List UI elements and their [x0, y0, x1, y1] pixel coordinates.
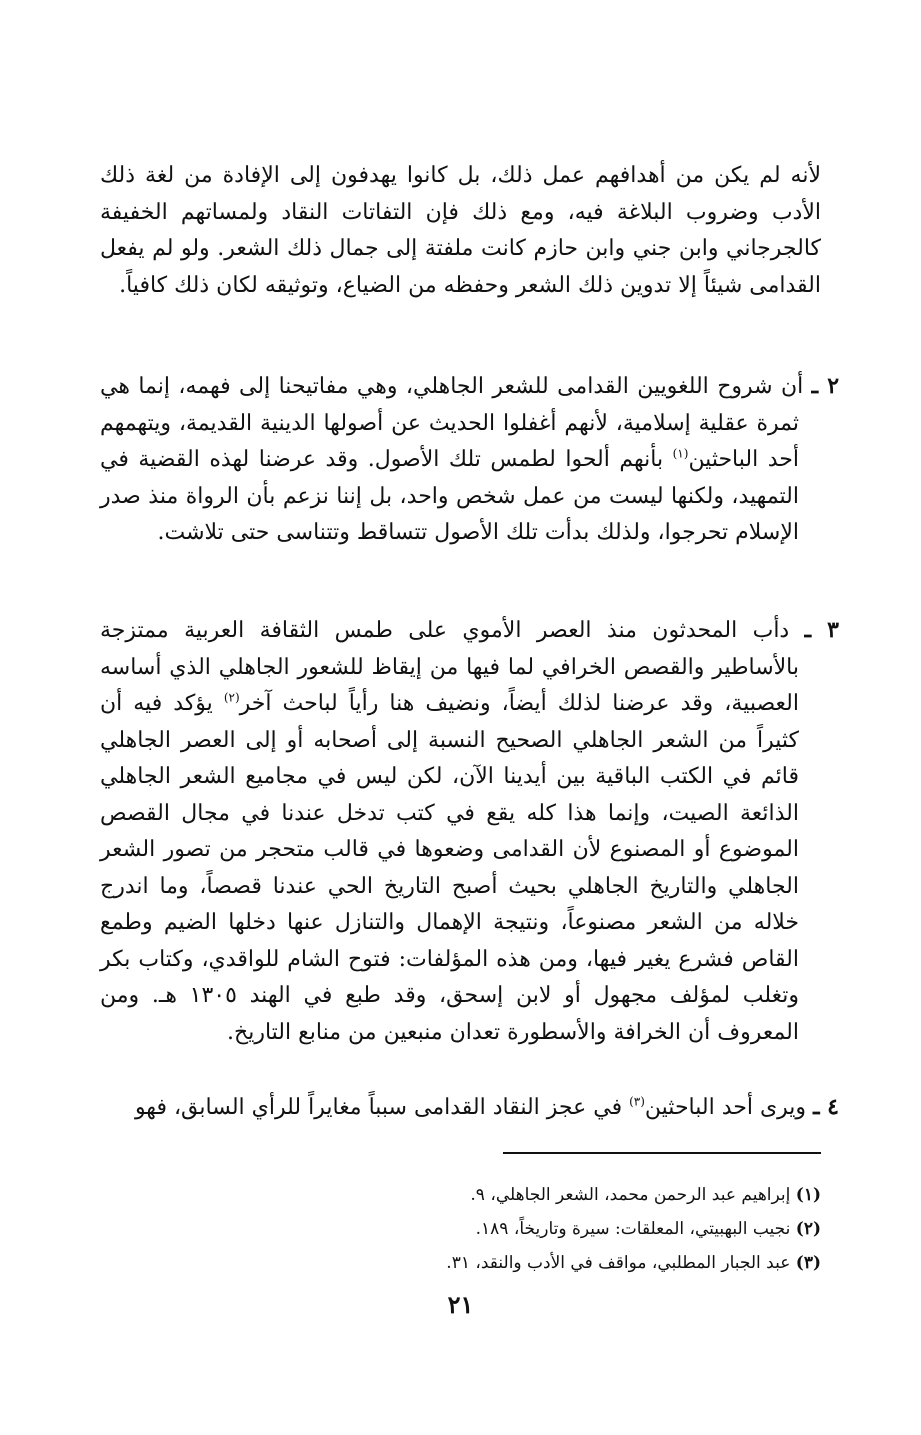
footnote-divider: [503, 1152, 821, 1154]
footnote-number: (٢): [795, 1219, 821, 1239]
item-text-end: بأنهم ألحوا لطمس تلك الأصول. وقد عرضنا لهذه القضية في التمهيد، ولكنها ليست من عمل شخص واحد، بل إننا نزعم بأن الرواة منذ صدر الإسلام تحرجوا، ولذلك بدأت تلك الأصول تتساقط وتتناسى حتى تلاشت.: [100, 447, 799, 545]
list-item-3: [100, 612, 839, 1051]
footnote-text: نجيب البهبيتي، المعلقات: سيرة وتاريخاً، ١٨٩.: [475, 1219, 791, 1239]
item-text-start: دأب المحدثون منذ العصر الأموي على طمس الثقافة العربية ممتزجة بالأساطير والقصص الخرافي لما فيها من إيقاظ للشعور الجاهلي الذي أساسه العصبية، وقد عرضنا لذلك أيضاً، ونضيف هنا رأياً لباحث آخر: [100, 618, 799, 716]
footnote-ref: (٢): [223, 690, 240, 705]
footnote-number: (٣): [795, 1253, 821, 1273]
footnote-3: [100, 1246, 821, 1280]
page-number: ٢١: [447, 1290, 474, 1319]
footnote-text: إبراهيم عبد الرحمن محمد، الشعر الجاهلي، ٩.: [470, 1185, 791, 1205]
item-number: ٤ ـ: [813, 1094, 839, 1120]
footnote-2: [100, 1212, 821, 1246]
intro-paragraph: لأنه لم يكن من أهدافهم عمل ذلك، بل كانوا يهدفون إلى الإفادة من لغة ذلك الأدب وضروب البلاغة فيه، ومع ذلك فإن التفاتات النقاد ولمساتهم الخفيفة كالجرجاني وابن جني وابن حازم كانت ملفتة إلى جمال ذلك الشعر. ولو لم يفعل القدامى شيئاً إلا تدوين ذلك الشعر وحفظه من الضياع، وتوثيقه لكان ذلك كافياً.: [100, 163, 821, 298]
item-text-end: في عجز النقاد القدامى سبباً مغايراً للرأي السابق، فهو: [134, 1095, 630, 1120]
list-item-4: [100, 1089, 839, 1127]
list-item-2: [100, 368, 839, 552]
item-number: ٢ ـ: [811, 373, 840, 399]
footnote-ref: (١): [672, 446, 689, 461]
footnotes: [100, 1178, 821, 1280]
footnote-number: (١): [795, 1185, 821, 1205]
footnote-1: [100, 1178, 821, 1212]
item-text-start: ويرى أحد الباحثين: [644, 1095, 807, 1120]
item-text-end: يؤكد فيه أن كثيراً من الشعر الجاهلي الصحيح النسبة إلى أصحابه أو إلى العصر الجاهلي قائم في الكتب الباقية بين أيدينا الآن، لكن ليس في مجاميع الشعر الجاهلي الذائعة الصيت، وإنما هذا كله يقع في كتب تدخل عندنا في مجال القصص الموضوع أو المصنوع لأن القدامى وضعوها في قالب متحجر من تصور الشعر الجاهلي والتاريخ الجاهلي بحيث أصبح التاريخ الحي عندنا قصصاً، وما اندرج خلاله من الشعر مصنوعاً، ونتيجة الإهمال والتنازل عنها دخلها الضيم وطمع القاص فشرع يغير فيها، ومن هذه المؤلفات: فتوح الشام للواقدي، وكتاب بكر وتغلب لمؤلف مجهول أو لابن إسحق، وقد طبع في الهند ١٣٠٥ هـ. ومن المعروف أن الخرافة والأسطورة تعدان منبعين من منابع التاريخ.: [100, 691, 799, 1045]
footnote-ref: (٣): [629, 1094, 645, 1109]
item-text-start: أن شروح اللغويين القدامى للشعر الجاهلي، وهي مفاتيحنا إلى فهمه، إنما هي ثمرة عقلية إسلامية، لأنهم أغفلوا الحديث عن أصولها الدينية القديمة، ويتهمهم أحد الباحثين: [100, 374, 804, 472]
footnote-text: عبد الجبار المطلبي، مواقف في الأدب والنقد، ٣١.: [446, 1253, 791, 1273]
item-number: ٣ ـ: [804, 617, 839, 643]
